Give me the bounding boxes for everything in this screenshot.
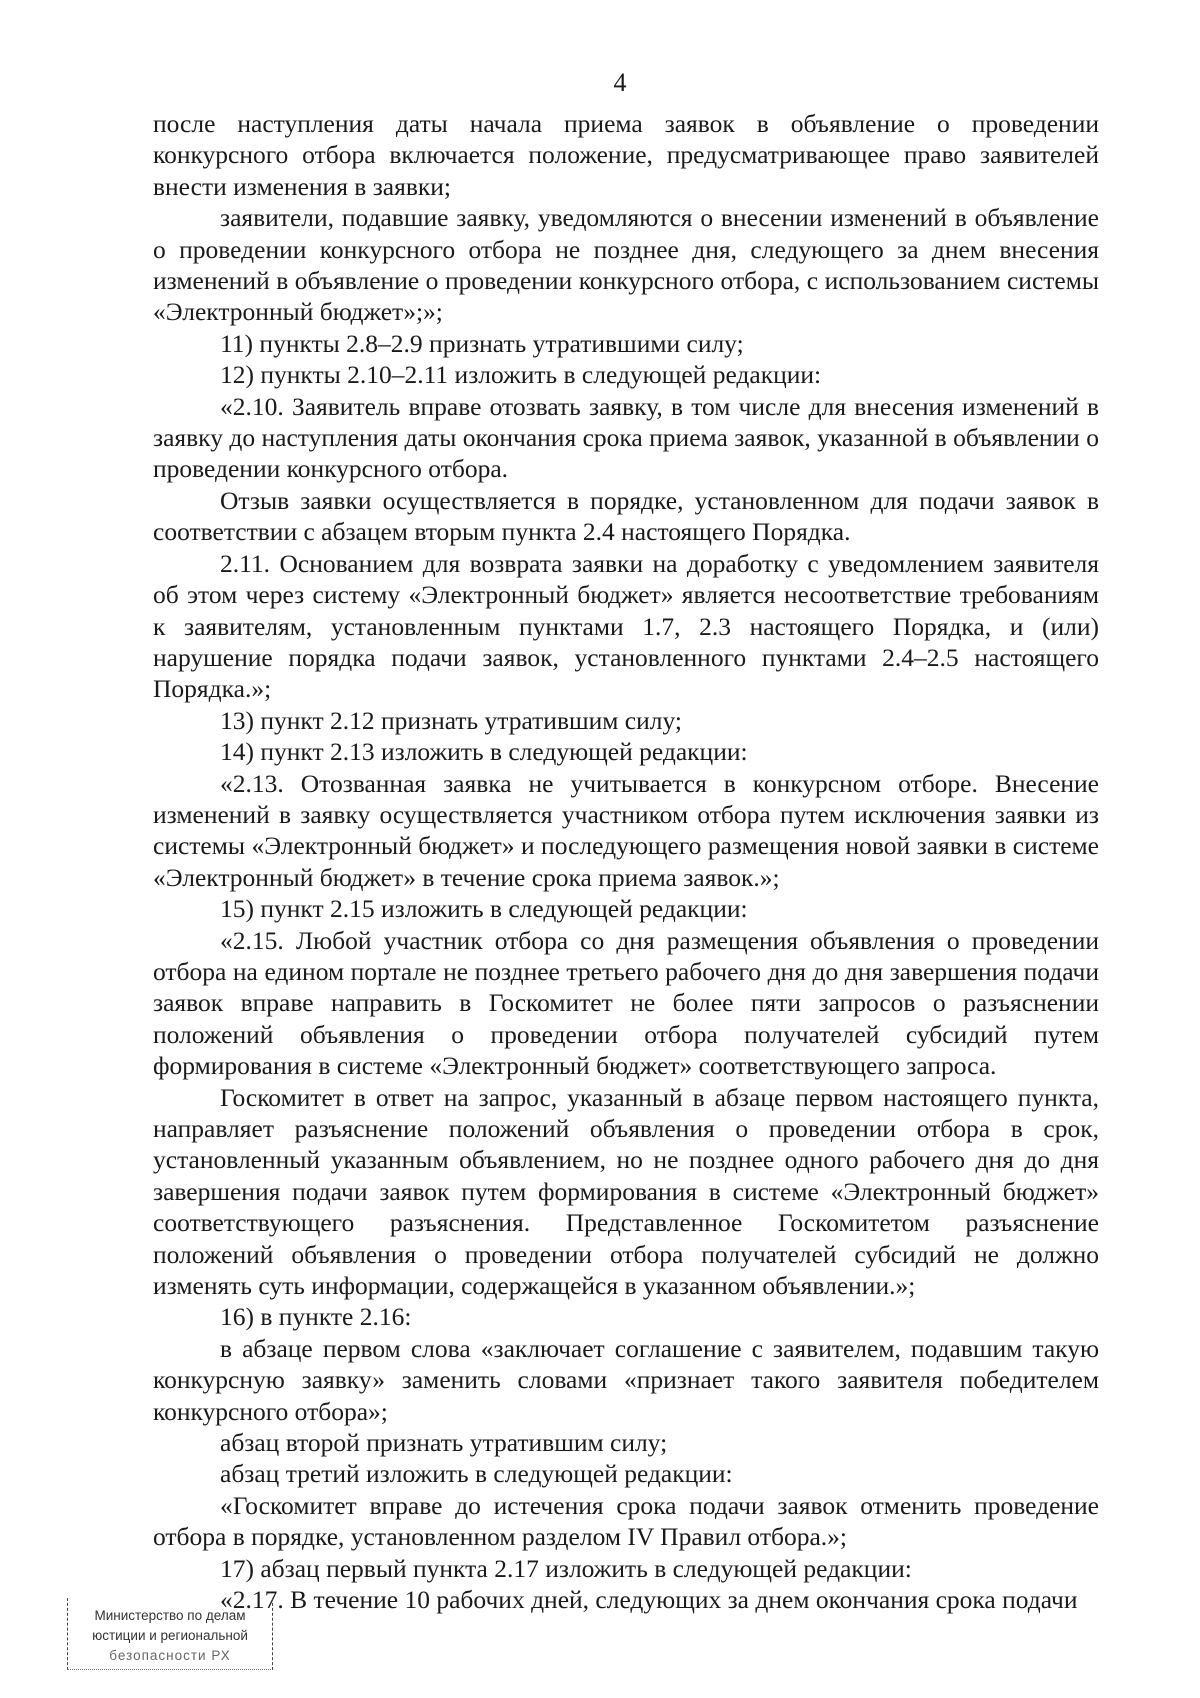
paragraph: 12) пункты 2.10–2.11 изложить в следующей редакции: (220, 360, 822, 390)
paragraph: Госкомитет в ответ на запрос, указанный в абзаце первом настоящего пункта, направляет разъяснение положений объявления о проведении отбора в срок, установленный указанным объявлением, но не позднее одного рабочего дня до дня завершения подачи заявок путем формирования в системе «Электронный бюджет» соответствующего разъяснения. Представленное Госкомитетом разъяснение положений объявления о проведении отбора получателей субсидий не должно изменять суть информации, содержащейся в указанном объявлении.»; (153, 1082, 1099, 1301)
page-number: 4 (613, 68, 627, 97)
paragraph: 17) абзац первый пункта 2.17 изложить в следующей редакции: (220, 1553, 912, 1583)
paragraph: 16) в пункте 2.16: (220, 1302, 412, 1332)
stamp-line-2: юстиции и региональной (92, 1628, 248, 1643)
paragraph: «2.17. В течение 10 рабочих дней, следующих за днем окончания срока подачи (220, 1585, 1078, 1615)
paragraph: в абзаце первом слова «заключает соглашение с заявителем, подавшим такую конкурсную заявку» заменить словами «признает такого заявителя победителем конкурсного отбора»; (153, 1333, 1099, 1426)
registration-stamp (67, 1598, 273, 1670)
paragraph: «Госкомитет вправе до истечения срока подачи заявок отменить проведение отбора в порядке, установленном разделом IV Правил отбора.»; (153, 1490, 1099, 1552)
paragraph: после наступления даты начала приема заявок в объявление о проведении конкурсного отбора включается положение, предусматривающее право заявителей внести изменения в заявки; (153, 109, 1099, 201)
stamp-line-1: Министерство по делам (94, 1608, 246, 1623)
paragraph: 2.11. Основанием для возврата заявки на доработку с уведомлением заявителя об этом через систему «Электронный бюджет» является несоответствие требованиям к заявителям, установленным пунктами 1.7, 2.3 настоящего Порядка, и (или) нарушение порядка подачи заявок, установленного пунктами 2.4–2.5 настоящего Порядка.»; (153, 548, 1099, 704)
paragraph: абзац второй признать утратившим силу; (220, 1428, 668, 1458)
paragraph: «2.13. Отозванная заявка не учитывается в конкурсном отборе. Внесение изменений в заявку осуществляется участником отбора путем исключения заявки из системы «Электронный бюджет» и последующего размещения новой заявки в системе «Электронный бюджет» в течение срока приема заявок.»; (153, 768, 1099, 892)
paragraph: Отзыв заявки осуществляется в порядке, установленном для подачи заявок в соответствии с абзацем вторым пункта 2.4 настоящего Порядка. (153, 485, 1099, 547)
paragraph: абзац третий изложить в следующей редакции: (220, 1459, 733, 1489)
paragraph: 14) пункт 2.13 изложить в следующей редакции: (220, 737, 748, 767)
paragraph: 11) пункты 2.8–2.9 признать утратившими силу; (220, 328, 744, 358)
document-body (153, 108, 1099, 1616)
stamp-line-3: безопасности РХ (109, 1648, 231, 1663)
paragraph: 15) пункт 2.15 изложить в следующей редакции: (220, 894, 748, 924)
paragraph: 13) пункт 2.12 признать утратившим силу; (220, 705, 682, 735)
paragraph: заявители, подавшие заявку, уведомляются о внесении изменений в объявление о проведении конкурсного отбора не позднее дня, следующего за днем внесения изменений в объявление о проведении конкурсного отбора, с использованием системы «Электронный бюджет»;»; (153, 203, 1099, 327)
paragraph: «2.10. Заявитель вправе отозвать заявку, в том числе для внесения изменений в заявку до наступления даты окончания срока приема заявок, указанной в объявлении о проведении конкурсного отбора. (153, 391, 1099, 484)
paragraph: «2.15. Любой участник отбора со дня размещения объявления о проведении отбора на едином портале не позднее третьего рабочего дня до дня завершения подачи заявок вправе направить в Госкомитет не более пяти запросов о разъяснении положений объявления о проведении отбора получателей субсидий путем формирования в системе «Электронный бюджет» соответствующего запроса. (153, 925, 1099, 1081)
